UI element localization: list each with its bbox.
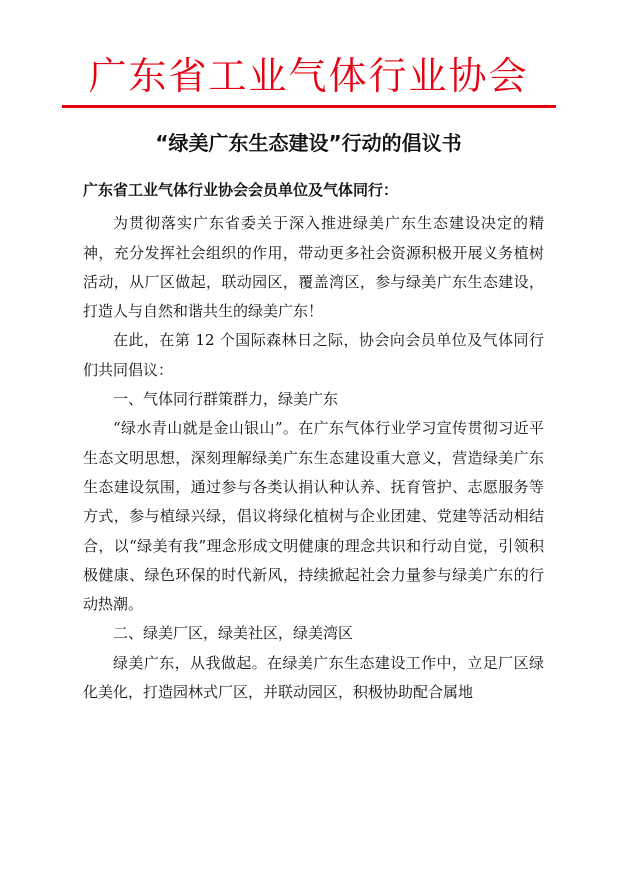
document-title: “绿美广东生态建设”行动的倡议书	[155, 131, 462, 155]
paragraph-section-1: “绿水青山就是金山银山”。在广东气体行业学习宣传贯彻习近平生态文明思想，深刻理解绿美广东生态建设重大意义，营造绿美广东生态建设氛围，通过参与各类认捐认种认养、抚育管护、志愿服务等方式，参与植绿兴绿，倡议将绿化植树与企业团建、党建等活动相结合，以“绿美有我”理念形成文明健康的理念共识和行动自觉，引领积极健康、绿色环保的时代新风，持续掀起社会力量参与绿美广东的行动热潮。	[83, 419, 544, 614]
paragraph-section-2: 绿美广东，从我做起。在绿美广东生态建设工作中，立足厂区绿化美化，打造园林式厂区，并联动园区，积极协助配合属地	[83, 653, 544, 702]
letterhead-org-name: 广东省工业气体行业协会	[88, 54, 529, 98]
paragraph-occasion: 在此，在第 12 个国际森林日之际，协会向会员单位及气体同行们共同倡议：	[83, 331, 544, 379]
document-body	[83, 176, 544, 707]
letterhead-divider	[62, 105, 556, 108]
section-heading-1: 一、气体同行群策群力，绿美广东	[113, 390, 339, 409]
paragraph-intro: 为贯彻落实广东省委关于深入推进绿美广东生态建设决定的精神，充分发挥社会组织的作用，带动更多社会资源积极开展义务植树活动，从厂区做起，联动园区，覆盖湾区，参与绿美广东生态建设，打造人与自然和谐共生的绿美广东！	[83, 214, 544, 321]
salutation: 广东省工业气体行业协会会员单位及气体同行：	[83, 181, 399, 199]
section-heading-2: 二、绿美厂区，绿美社区，绿美湾区	[113, 624, 354, 643]
